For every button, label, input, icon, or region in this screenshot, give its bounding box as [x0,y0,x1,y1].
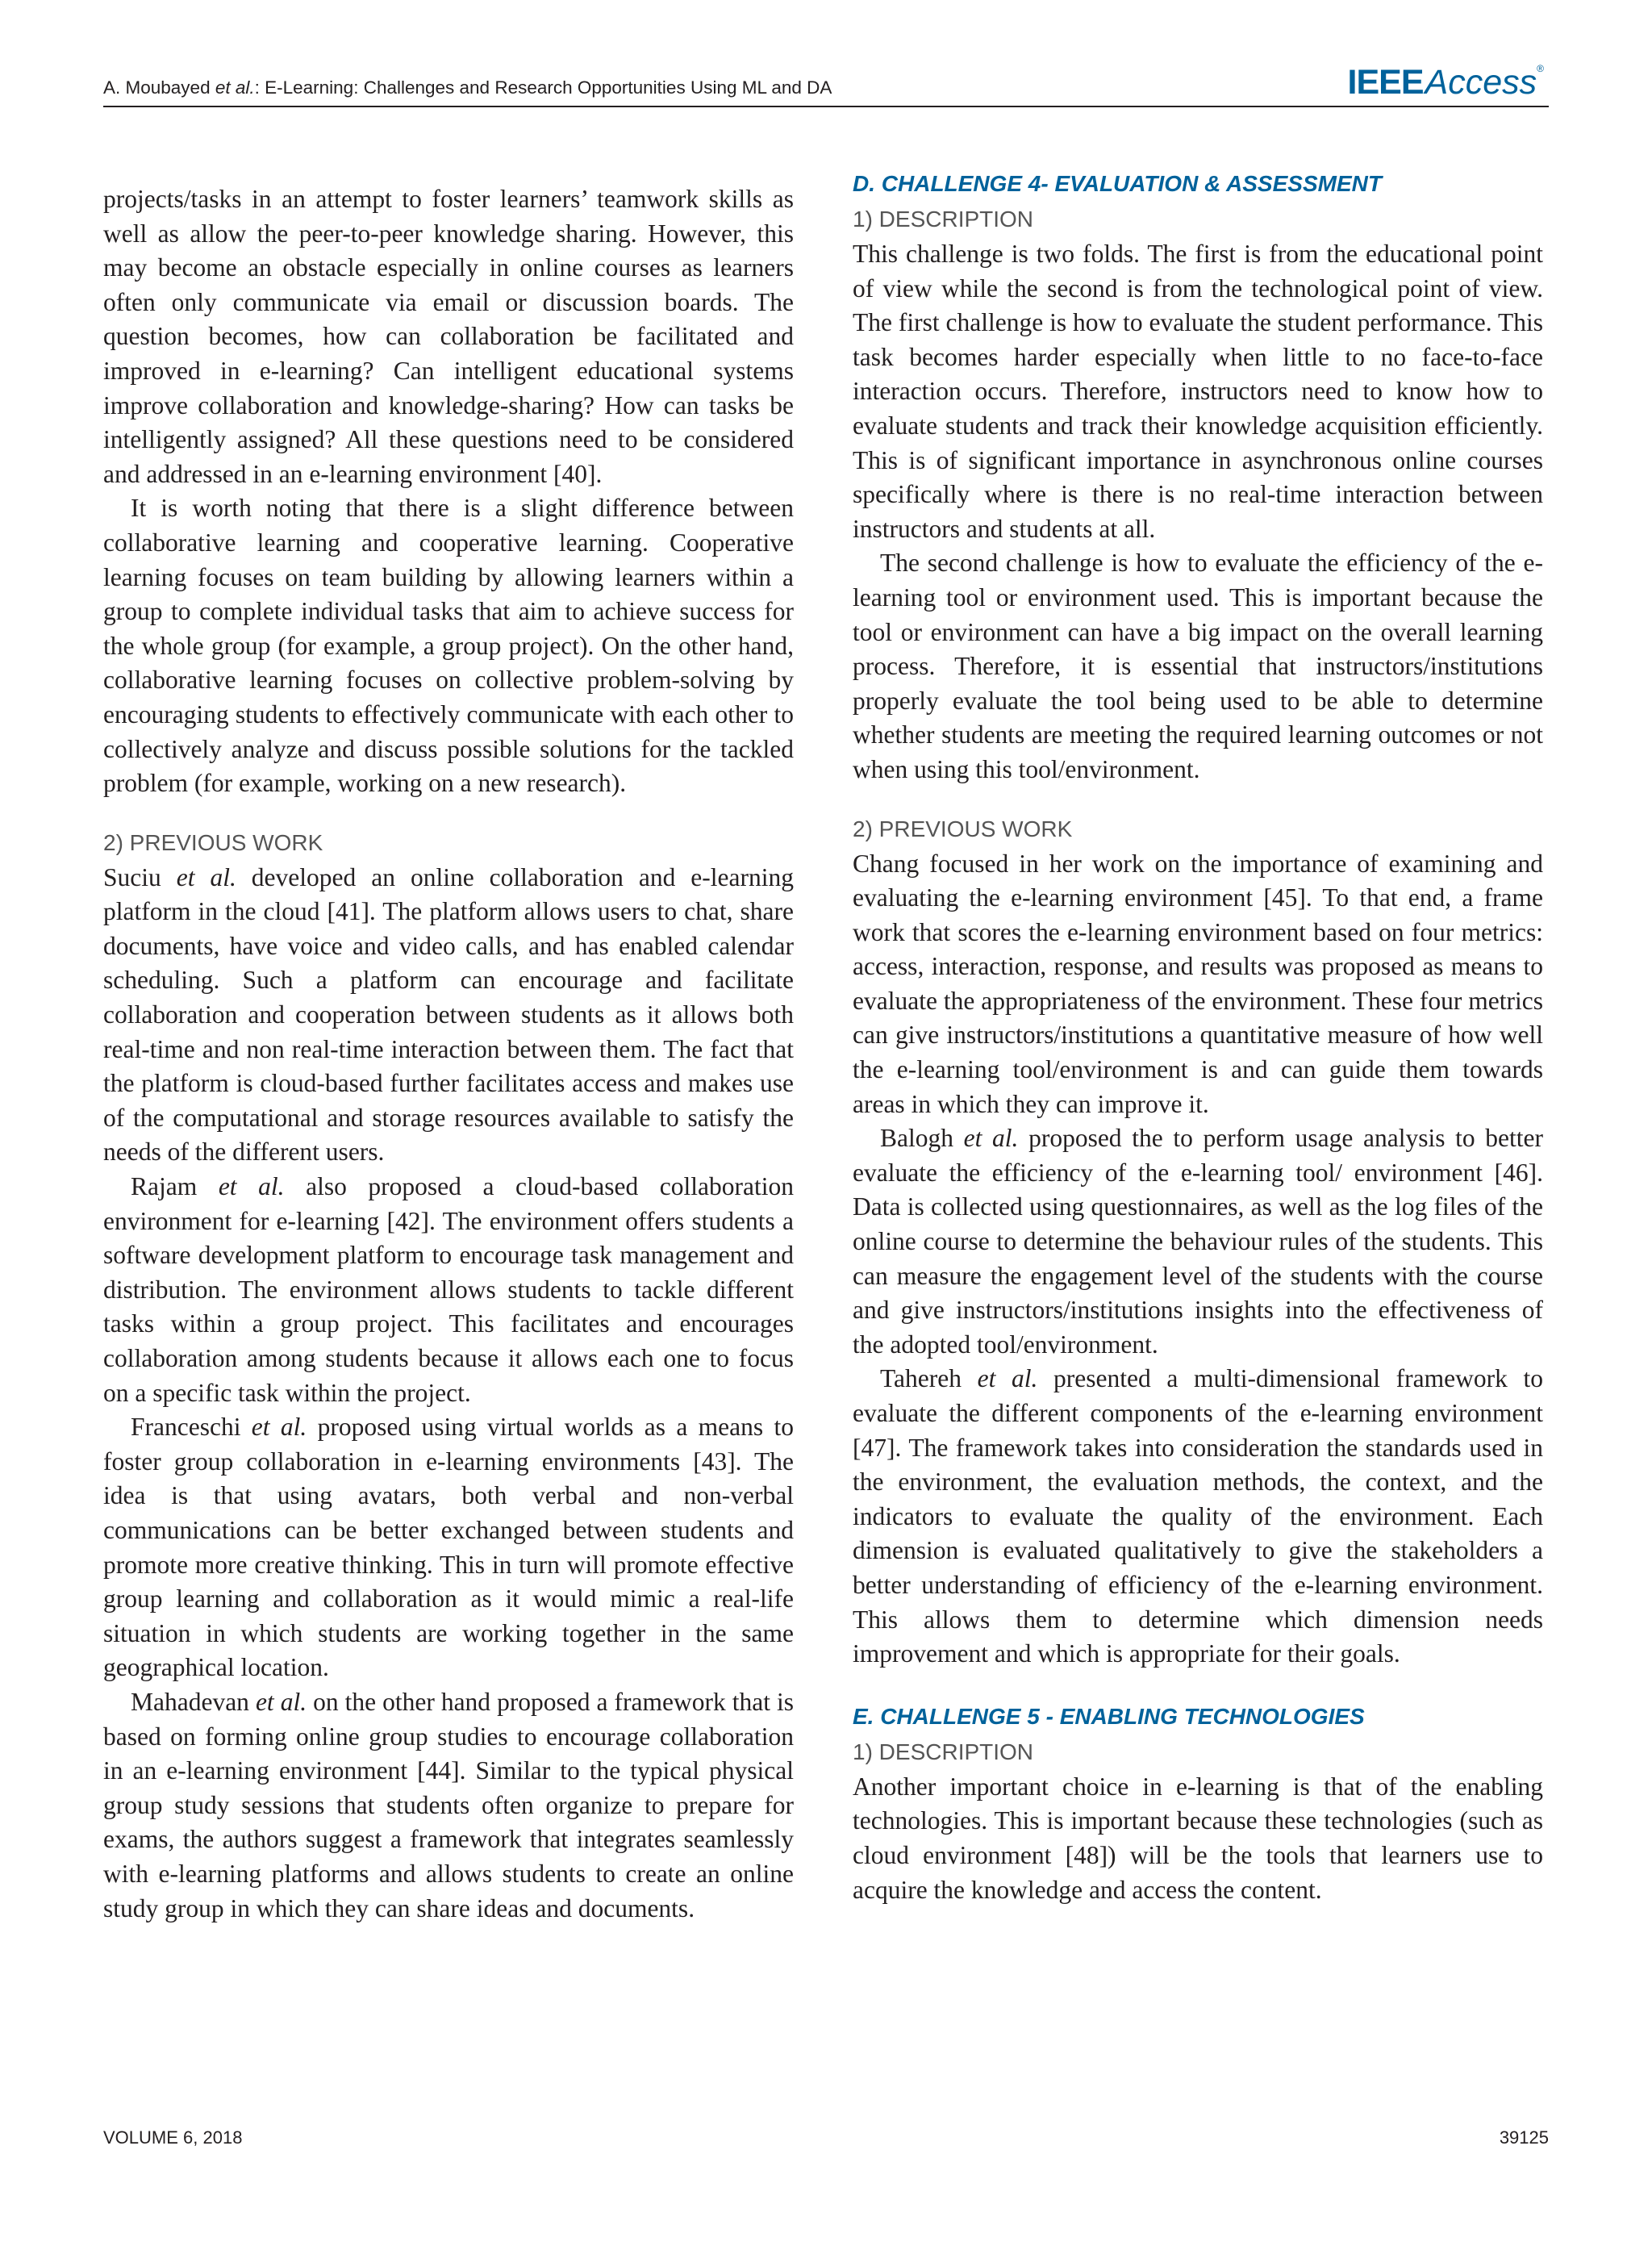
page-header [103,63,1549,105]
section-heading: E. CHALLENGE 5 - ENABLING TECHNOLOGIES [853,1703,1365,1729]
section-heading: D. CHALLENGE 4- EVALUATION & ASSESSMENT [853,171,1382,196]
paragraph: Chang focused in her work on the importance of examining and evaluating the e-learning environment [45]. To that end, a frame work that scores the e-learning environment based on four metrics: access, interaction, response, and results was proposed as means to evaluate the appropriateness of the environment. These four metrics can give instructors/institutions a quantitative measure of how well the e-learning tool/environment is and can guide them towards areas in which they can improve it. [853,849,1543,1118]
et-al: et al. [176,862,236,891]
running-head-title: : E-Learning: Challenges and Research Opportunities Using ML and DA [254,77,832,98]
subsection-heading: 2) PREVIOUS WORK [853,816,1073,841]
author-name: Balogh [880,1124,964,1153]
running-head [103,77,832,98]
subsection-heading: 1) DESCRIPTION [853,1739,1034,1764]
author-name: Tahereh [880,1364,978,1393]
et-al: et al. [251,1413,307,1442]
running-head-etal: et al. [215,77,255,98]
logo-ieee-text: IEEE [1347,63,1424,102]
footer-page-number: 39125 [1499,2127,1549,2148]
paragraph [103,1170,794,1410]
author-name: Franceschi [131,1413,252,1442]
logo-access-text: Access [1425,63,1537,102]
paragraph-text: presented a multi-dimensional framework to evaluate the different components of the e-learning environment [47]. The framework takes into consideration the standards used in the environment, the evaluation methods, the context, and the indicators to evaluate the quality of the environment. Each dimension is evaluated qualitatively to give the stakeholders a better understanding of efficiency of the e-learning environment. This allows them to determine which dimension needs improvement and which is appropriate for their goals. [853,1364,1543,1668]
footer-volume: VOLUME 6, 2018 [103,2127,243,2148]
author-name: Suciu [103,862,177,891]
paragraph: It is worth noting that there is a slight difference between collaborative learning and cooperative learning. Cooperative learning focuses on team building by allowing learners within a group to complete individual tasks that aim to achieve success for the whole group (for example, a group project). On the other hand, collaborative learning focuses on collective problem-solving by encouraging students to effectively communicate with each other to collectively analyze and discuss possible solutions for the tackled problem (for example, working on a new research). [103,494,794,798]
running-head-author: A. Moubayed [103,77,215,98]
paragraph [103,861,794,1170]
paragraph-text: developed an online collaboration and e-learning platform in the cloud [41]. The platform allows users to chat, share documents, have voice and video calls, and has enabled calendar scheduling. Such a platform can encourage and facilitate collaboration and cooperation between students as it allows both real-time and non real-time interaction between them. The fact that the platform is cloud-based further facilitates access and makes use of the computational and storage resources available to satisfy the needs of the different users. [103,862,794,1167]
subsection-heading: 1) DESCRIPTION [853,207,1034,232]
paragraph: This challenge is two folds. The first is from the educational point of view while the second is from the technological point of view. The first challenge is how to evaluate the student performance. This task becomes harder especially when little to no face-to-face interaction occurs. Therefore, instructors need to know how to evaluate students and track their knowledge acquisition efficiently. This is of significant importance in asynchronous online courses specifically where is there is no real-time interaction between instructors and students at all. [853,240,1543,543]
et-al: et al. [255,1687,307,1716]
et-al: et al. [218,1172,285,1201]
et-al: et al. [963,1124,1019,1153]
paragraph-text: on the other hand proposed a framework that is based on forming online group studies to encourage collaboration in an e-learning environment [44]. Similar to the typical physical group study sessions that students often organize to prepare for exams, the authors suggest a framework that integrates seamlessly with e-learning platforms and allows students to create an online study group in which they can share ideas and documents. [103,1687,794,1922]
right-column [853,171,1543,1907]
paragraph-text: proposed using virtual worlds as a means to foster group collaboration in e-learning environments [43]. The idea is that using avatars, both verbal and non-verbal communications can be better exchanged between students and promote more creative thinking. This in turn will promote effective group learning and collaboration as it would mimic a real-life situation in which students are working together in the same geographical location. [103,1413,794,1682]
paragraph: The second challenge is how to evaluate the efficiency of the e-learning tool or environment used. This is important because the tool or environment can have a big impact on the overall learning process. Therefore, it is essential that instructors/institutions properly evaluate the tool being used to be able to determine whether students are meeting the required learning outcomes or not when using this tool/environment. [853,549,1543,783]
paragraph: projects/tasks in an attempt to foster learners’ teamwork skills as well as allow the peer-to-peer knowledge sharing. However, this may become an obstacle especially in online courses as learners often only communicate via email or discussion boards. The question becomes, how can collaboration be facilitated and improved in e-learning? Can intelligent educational systems improve collaboration and knowledge-sharing? How can tasks be intelligently assigned? All these questions need to be considered and addressed in an e-learning environment [40]. [103,185,794,488]
left-column [103,182,794,1926]
et-al: et al. [977,1364,1038,1393]
paragraph [853,1121,1543,1362]
logo-registered-mark: ® [1537,63,1544,74]
subsection-heading: 2) PREVIOUS WORK [103,829,323,855]
ieee-access-logo [1348,63,1544,105]
author-name: Rajam [131,1172,219,1201]
paragraph-text: also proposed a cloud-based collaboration environment for e-learning [42]. The environment offers students a software development platform to encourage task management and distribution. The environment allows students to tackle different tasks within a group project. This facilitates and encourages collaboration among students because it allows each one to focus on a specific task within the project. [103,1172,794,1407]
paragraph [103,1410,794,1685]
paragraph [103,1685,794,1926]
header-rule [103,106,1549,107]
paragraph-text: proposed the to perform usage analysis to better evaluate the efficiency of the e-learning tool/ environment [46]. Data is collected using questionnaires, as well as the log files of the online course to determine the behaviour rules of the students. This can measure the engagement level of the students with the course and give instructors/institutions insights into the effectiveness of the adopted tool/environment. [853,1124,1543,1359]
author-name: Mahadevan [131,1687,256,1716]
paragraph: Another important choice in e-learning is that of the enabling technologies. This is important because these technologies (such as cloud environment [48]) will be the tools that learners use to acquire the knowledge and access the content. [853,1772,1543,1904]
paragraph [853,1362,1543,1671]
